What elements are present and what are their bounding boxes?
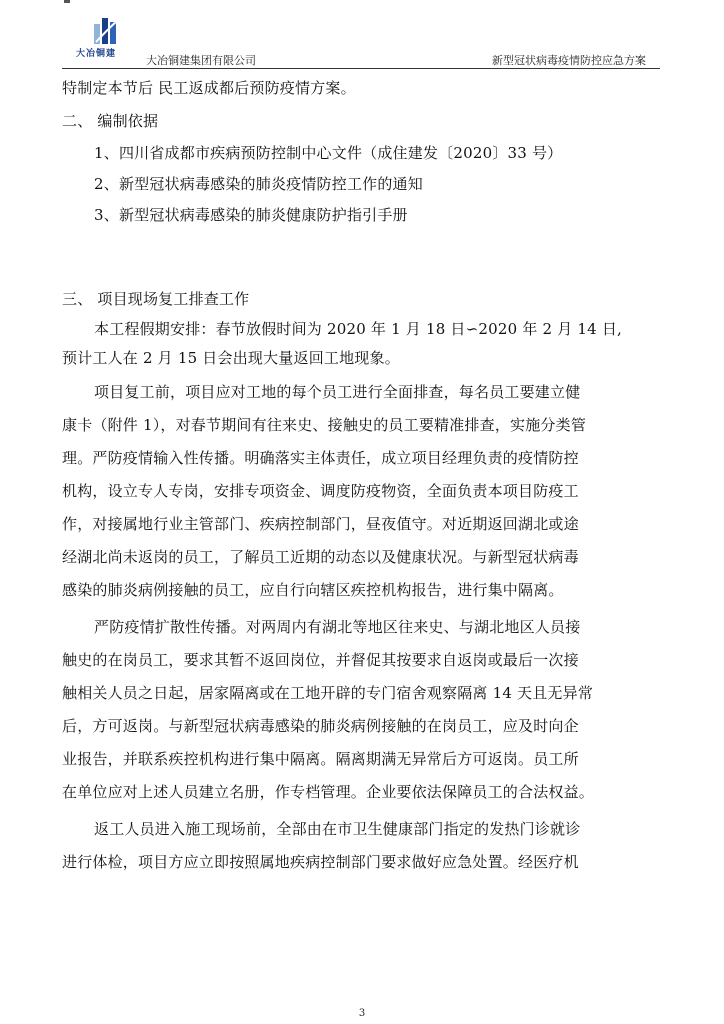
list-item: 1、四川省成都市疾病预防控制中心文件（成住建发〔2020〕33 号）: [94, 144, 563, 162]
logo-text: 大冶铜建: [76, 49, 117, 59]
corner-mark: [64, 0, 70, 3]
body-line: 理。严防疫情输入性传播。明确落实主体责任，成立项目经理负责的疫情防控: [62, 449, 579, 467]
list-item: 3、新型冠状病毒感染的肺炎健康防护指引手册: [94, 206, 408, 224]
body-line: 康卡（附件 1），对春节期间有往来史、接触史的员工要精准排查，实施分类管: [62, 416, 587, 434]
body-line: 预计工人在 2 月 15 日会出现大量返回工地现象。: [62, 349, 400, 367]
section-heading: 三、 项目现场复工排查工作: [62, 290, 250, 308]
body-line: 后，方可返岗。与新型冠状病毒感染的肺炎病例接触的在岗员工，应及时向企: [62, 717, 579, 735]
body-line: 在单位应对上述人员建立名册，作专档管理。企业要依法保障员工的合法权益。: [62, 783, 595, 801]
section-heading: 二、 编制依据: [62, 112, 159, 130]
body-line: 触相关人员之日起，居家隔离或在工地开辟的专门宿舍观察隔离 14 天且无异常: [62, 684, 594, 702]
body-line: 严防疫情扩散性传播。对两周内有湖北等地区往来史、与湖北地区人员接: [94, 618, 581, 636]
document-title: 新型冠状病毒疫情防控应急方案: [492, 54, 646, 67]
page-number: 3: [358, 1008, 366, 1019]
header-divider: [62, 68, 660, 69]
company-name: 大冶铜建集团有限公司: [146, 54, 256, 67]
body-line: 经湖北尚未返岗的员工，了解员工近期的动态以及健康状况。与新型冠状病毒: [62, 548, 579, 566]
body-line: 业报告，并联系疾控机构进行集中隔离。隔离期满无异常后方可返岗。员工所: [62, 750, 579, 768]
body-line: 特制定本节后 民工返成都后预防疫情方案。: [62, 79, 356, 97]
body-line: 返工人员进入施工现场前，全部由在市卫生健康部门指定的发热门诊就诊: [94, 820, 581, 838]
body-line: 作，对接属地行业主管部门、疾病控制部门，昼夜值守。对近期返回湖北或途: [62, 515, 579, 533]
body-line: 感染的肺炎病例接触的员工，应自行向辖区疾控机构报告，进行集中隔离。: [62, 581, 564, 599]
body-line: 进行体检，项目方应立即按照属地疾病控制部门要求做好应急处置。经医疗机: [62, 853, 579, 871]
body-line: 本工程假期安排：春节放假时间为 2020 年 1 月 18 日∽2020 年 2 月 14 日,: [94, 320, 622, 338]
list-item: 2、新型冠状病毒感染的肺炎疫情防控工作的通知: [94, 175, 423, 193]
body-line: 项目复工前，项目应对工地的每个员工进行全面排查，每名员工要建立健: [94, 383, 581, 401]
page-header: [62, 16, 662, 66]
company-logo-icon: [94, 16, 120, 44]
body-line: 触史的在岗员工，要求其暂不返回岗位，并督促其按要求自返岗或最后一次接: [62, 651, 579, 669]
body-line: 机构，设立专人专岗，安排专项资金、调度防疫物资，全面负责本项目防疫工: [62, 482, 579, 500]
